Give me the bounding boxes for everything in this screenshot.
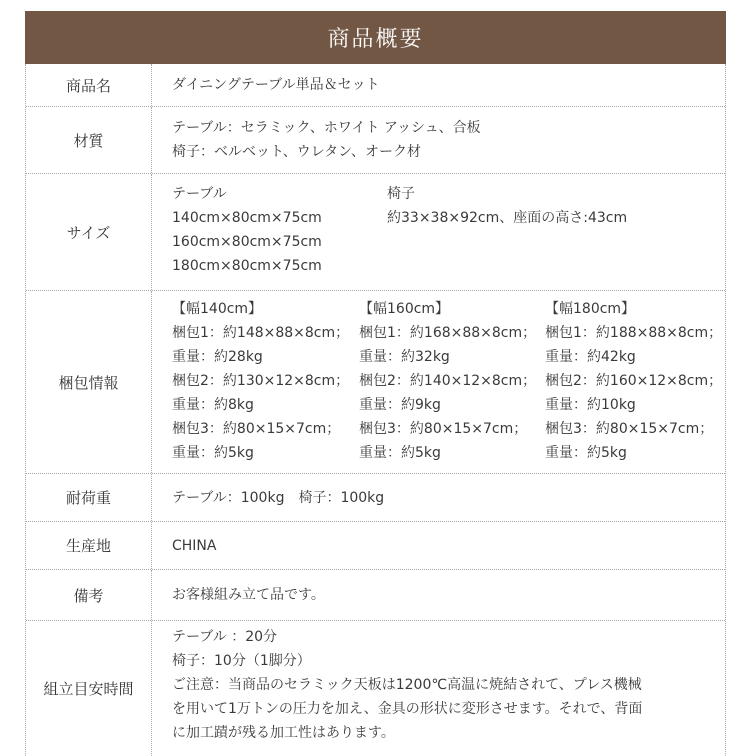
packing-line: 梱包3：約80×15×7cm； [545,421,714,437]
spec-row-packing [26,291,725,474]
spec-value [172,291,723,473]
notes-text: お客様組み立て品です。 [172,587,325,603]
row-divider [151,107,152,173]
spec-row-size [26,174,725,291]
packing-line: 梱包2：約140×12×8cm； [359,373,537,389]
packing-line: 梱包3：約80×15×7cm； [359,421,528,437]
packing-col-140 [172,297,349,465]
packing-col-180 [545,297,722,465]
row-divider [151,522,152,569]
origin-country: CHINA [172,537,217,554]
spec-value [172,621,717,756]
spec-value [172,64,717,106]
spec-value [172,174,717,290]
load-capacity: テーブル：100kg 椅子：100kg [172,489,385,506]
spec-label: 材質 [73,131,104,150]
row-divider [151,621,152,756]
packing-line: 重量：約42kg [545,349,636,365]
spec-label: 備考 [73,586,104,605]
spec-row-material [26,107,725,174]
size-line: 180cm×80cm×75cm [172,258,322,274]
spec-label: 耐荷重 [65,489,111,507]
spec-value [172,107,717,173]
assembly-line: を用いて1万トンの圧力を加え、金具の形状に変形させます。それで、背面 [172,701,643,717]
row-divider [151,474,152,521]
packing-line: 重量：約5kg [172,445,254,461]
section-title: 商品概要 [327,27,424,52]
packing-line: 重量：約9kg [359,397,441,413]
material-line: 椅子：ベルベット、ウレタン、オーク材 [172,144,422,160]
section-header [25,11,726,64]
row-divider [151,291,152,473]
packing-line: 梱包2：約160×12×8cm； [545,373,723,389]
packing-line: 梱包2：約130×12×8cm； [172,373,350,389]
packing-line: 梱包1：約188×88×8cm； [545,325,723,341]
spec-label: 梱包情報 [58,373,119,392]
packing-line: 梱包1：約168×88×8cm； [359,325,537,341]
packing-line: 重量：約8kg [172,397,254,413]
row-divider [151,174,152,290]
assembly-line: ご注意：当商品のセラミック天板は1200℃高温に焼結されて、プレス機械 [172,677,642,693]
packing-line: 重量：約28kg [172,349,263,365]
spec-value [172,522,717,569]
spec-label: サイズ [66,223,111,242]
material-line: テーブル：セラミック、ホワイト アッシュ、合板 [172,120,481,136]
assembly-line: 椅子：10分（1脚分） [172,653,311,669]
size-line: 140cm×80cm×75cm [172,210,322,226]
product-name: ダイニングテーブル単品＆セット [172,77,380,93]
row-divider [151,64,152,106]
packing-line: 梱包3：約80×15×7cm； [172,421,341,437]
packing-line: 重量：約32kg [359,349,450,365]
spec-value [172,570,717,620]
size-line: 約33×38×92cm、座面の高さ:43cm [387,210,628,226]
assembly-line: に加工蹟が残る加工性はあります。 [172,725,395,741]
spec-row-name [26,64,725,107]
packing-line: 重量：約5kg [359,445,441,461]
packing-col-title: 【幅180cm】 [545,301,636,317]
packing-line: 重量：約10kg [545,397,636,413]
row-divider [151,570,152,620]
size-line: 160cm×80cm×75cm [172,234,322,250]
spec-label: 商品名 [65,76,111,95]
size-table-col [172,182,322,278]
size-table-title: テーブル [172,186,227,202]
size-chair-col [387,182,627,230]
assembly-line: テーブル ：20分 [172,629,278,645]
size-chair-title: 椅子 [387,186,415,202]
spec-row-load [26,474,725,522]
spec-row-assembly [26,621,725,756]
spec-row-notes [26,570,725,621]
spec-table [25,64,726,756]
spec-value [172,474,717,521]
packing-col-title: 【幅160cm】 [359,301,450,317]
spec-label: 組立目安時間 [43,680,134,698]
packing-line: 梱包1：約148×88×8cm； [172,325,350,341]
packing-line: 重量：約5kg [545,445,627,461]
spec-label: 生産地 [65,537,111,555]
packing-col-title: 【幅140cm】 [172,301,263,317]
spec-row-origin [26,522,725,570]
packing-col-160 [359,297,536,465]
